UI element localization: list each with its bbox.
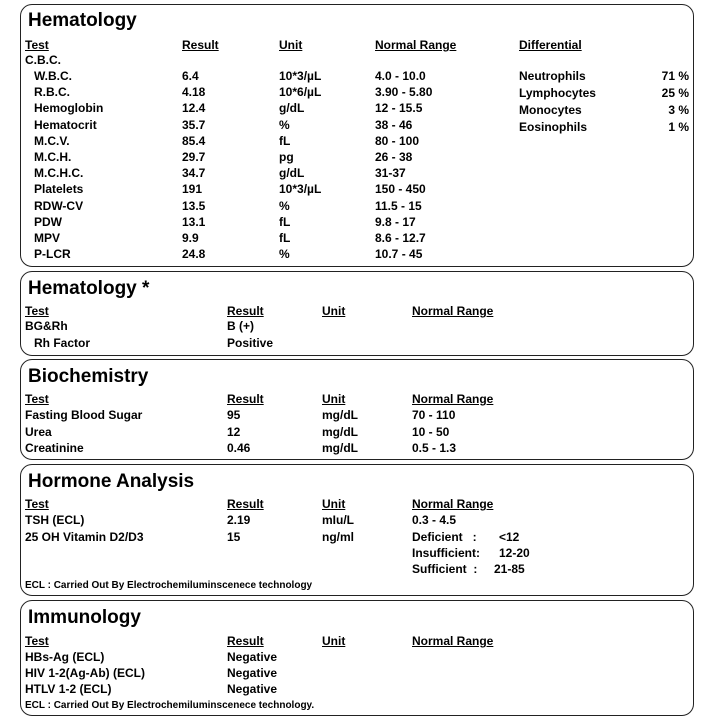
test-unit: mIu/L — [322, 513, 354, 527]
test-name: 25 OH Vitamin D2/D3 — [25, 530, 144, 544]
header-test: Test — [25, 634, 49, 648]
test-name: MPV — [34, 231, 61, 245]
test-range: 3.90 - 5.80 — [375, 85, 433, 100]
test-unit: mg/dL — [322, 408, 358, 422]
vitd-range-label: Sufficient : — [412, 562, 478, 576]
test-result: 6.4 — [182, 69, 199, 83]
test-result: 9.9 — [182, 231, 199, 245]
test-range: 31-37 — [375, 166, 406, 181]
section-title: Hematology * — [28, 278, 150, 299]
test-name: HIV 1-2(Ag-Ab) (ECL) — [25, 666, 145, 680]
test-name: M.C.V. — [34, 133, 70, 148]
test-unit: g/dL — [279, 101, 305, 116]
test-unit: % — [279, 247, 290, 262]
header-result: Result — [227, 634, 264, 648]
test-unit: 10*3/µL — [279, 69, 322, 83]
test-name: M.C.H.C. — [34, 166, 84, 181]
section-title: Biochemistry — [28, 366, 149, 387]
test-range: 80 - 100 — [375, 133, 420, 148]
differential-value: 3 % — [668, 103, 689, 117]
test-result: 13.1 — [182, 214, 206, 229]
header-unit: Unit — [322, 634, 346, 648]
test-name: HBs-Ag (ECL) — [25, 650, 105, 664]
header-result: Result — [182, 38, 219, 52]
test-result: 4.18 — [182, 85, 206, 100]
header-differential: Differential — [519, 38, 582, 52]
test-range: 9.8 - 17 — [375, 214, 416, 229]
test-range: 12 - 15.5 — [375, 101, 423, 116]
hematology-star-panel — [20, 271, 694, 356]
header-range: Normal Range — [412, 304, 494, 318]
header-test: Test — [25, 38, 49, 52]
header-unit: Unit — [322, 497, 346, 511]
test-name: W.B.C. — [34, 69, 72, 83]
section-title: Immunology — [28, 607, 141, 628]
test-result: Negative — [227, 650, 278, 664]
test-name: Rh Factor — [34, 336, 91, 350]
test-result: 34.7 — [182, 166, 206, 181]
header-test: Test — [25, 497, 49, 511]
header-range: Normal Range — [412, 634, 494, 648]
header-test: Test — [25, 304, 49, 318]
differential-value: 25 % — [661, 86, 689, 100]
header-result: Result — [227, 392, 264, 406]
test-result: B (+) — [227, 319, 254, 333]
test-range: 11.5 - 15 — [375, 198, 422, 213]
test-unit: ng/ml — [322, 530, 354, 544]
test-unit: fL — [279, 231, 291, 245]
test-unit: mg/dL — [322, 424, 358, 439]
test-name: Platelets — [34, 182, 84, 197]
immunology-panel — [20, 600, 694, 716]
test-range: 38 - 46 — [375, 117, 413, 132]
test-unit: % — [279, 117, 290, 132]
test-result: 24.8 — [182, 247, 206, 262]
test-result: 15 — [227, 530, 241, 544]
test-unit: pg — [279, 150, 294, 164]
header-result: Result — [227, 304, 264, 318]
test-name: M.C.H. — [34, 150, 72, 164]
test-range: 0.5 - 1.3 — [412, 441, 457, 455]
test-name: Hematocrit — [34, 117, 97, 132]
test-name: RDW-CV — [34, 198, 84, 213]
test-result: 35.7 — [182, 117, 206, 132]
biochemistry-panel — [20, 359, 694, 460]
test-name: HTLV 1-2 (ECL) — [25, 682, 112, 696]
differential-name: Lymphocytes — [519, 86, 596, 100]
test-name: TSH (ECL) — [25, 513, 85, 527]
differential-name: Eosinophils — [519, 120, 588, 134]
header-range: Normal Range — [412, 497, 494, 511]
test-name: Urea — [25, 424, 52, 439]
test-result: Positive — [227, 336, 274, 350]
test-result: 95 — [227, 408, 241, 422]
test-name: R.B.C. — [34, 85, 70, 100]
test-result: Negative — [227, 666, 278, 680]
differential-value: 71 % — [661, 69, 689, 83]
test-range: 70 - 110 — [412, 408, 456, 422]
differential-name: Neutrophils — [519, 69, 586, 83]
header-unit: Unit — [322, 392, 346, 406]
test-result: 85.4 — [182, 133, 206, 148]
header-unit: Unit — [322, 304, 346, 318]
test-range: 10.7 - 45 — [375, 247, 423, 262]
test-name: Creatinine — [25, 441, 84, 455]
section-title: Hematology — [28, 10, 137, 31]
test-result: 12 — [227, 424, 241, 439]
test-unit: mg/dL — [322, 441, 358, 455]
section-title: Hormone Analysis — [28, 471, 195, 492]
test-result: 13.5 — [182, 198, 206, 213]
test-range: 0.3 - 4.5 — [412, 513, 457, 527]
header-unit: Unit — [279, 38, 303, 52]
vitd-range-value: 12-20 — [499, 546, 530, 560]
test-unit: 10*3/µL — [279, 182, 322, 197]
vitd-range-label: Insufficient: — [412, 546, 480, 560]
test-unit: fL — [279, 214, 291, 229]
header-range: Normal Range — [412, 392, 494, 406]
hormone-panel — [20, 464, 694, 596]
test-name: Hemoglobin — [34, 101, 104, 116]
vitd-range-value: <12 — [499, 530, 520, 544]
group-label: C.B.C. — [25, 53, 61, 67]
test-name: BG&Rh — [25, 319, 68, 333]
test-result: 0.46 — [227, 441, 251, 455]
test-name: PDW — [34, 214, 62, 229]
header-range: Normal Range — [375, 38, 457, 52]
differential-value: 1 % — [668, 120, 689, 134]
differential-name: Monocytes — [519, 103, 582, 117]
test-result: 2.19 — [227, 513, 251, 527]
header-test: Test — [25, 392, 49, 406]
test-result: 29.7 — [182, 150, 206, 164]
ecl-note: ECL : Carried Out By Electrochemiluminscenece technology. — [25, 700, 315, 711]
vitd-range-label: Deficient : — [412, 530, 477, 544]
test-range: 26 - 38 — [375, 150, 413, 164]
test-unit: 10*6/µL — [279, 85, 322, 100]
test-unit: g/dL — [279, 166, 305, 181]
test-result: Negative — [227, 682, 278, 696]
ecl-note: ECL : Carried Out By Electrochemiluminscenece technology — [25, 580, 313, 591]
test-unit: fL — [279, 133, 291, 148]
test-result: 12.4 — [182, 101, 206, 116]
test-range: 10 - 50 — [412, 424, 450, 439]
vitd-range-value: 21-85 — [494, 562, 525, 576]
test-unit: % — [279, 198, 290, 213]
test-range: 150 - 450 — [375, 182, 426, 197]
test-name: Fasting Blood Sugar — [25, 408, 143, 422]
test-result: 191 — [182, 182, 203, 197]
test-name: P-LCR — [34, 247, 71, 262]
hematology-panel — [20, 4, 694, 267]
test-range: 4.0 - 10.0 — [375, 69, 426, 83]
test-range: 8.6 - 12.7 — [375, 231, 426, 245]
header-result: Result — [227, 497, 264, 511]
